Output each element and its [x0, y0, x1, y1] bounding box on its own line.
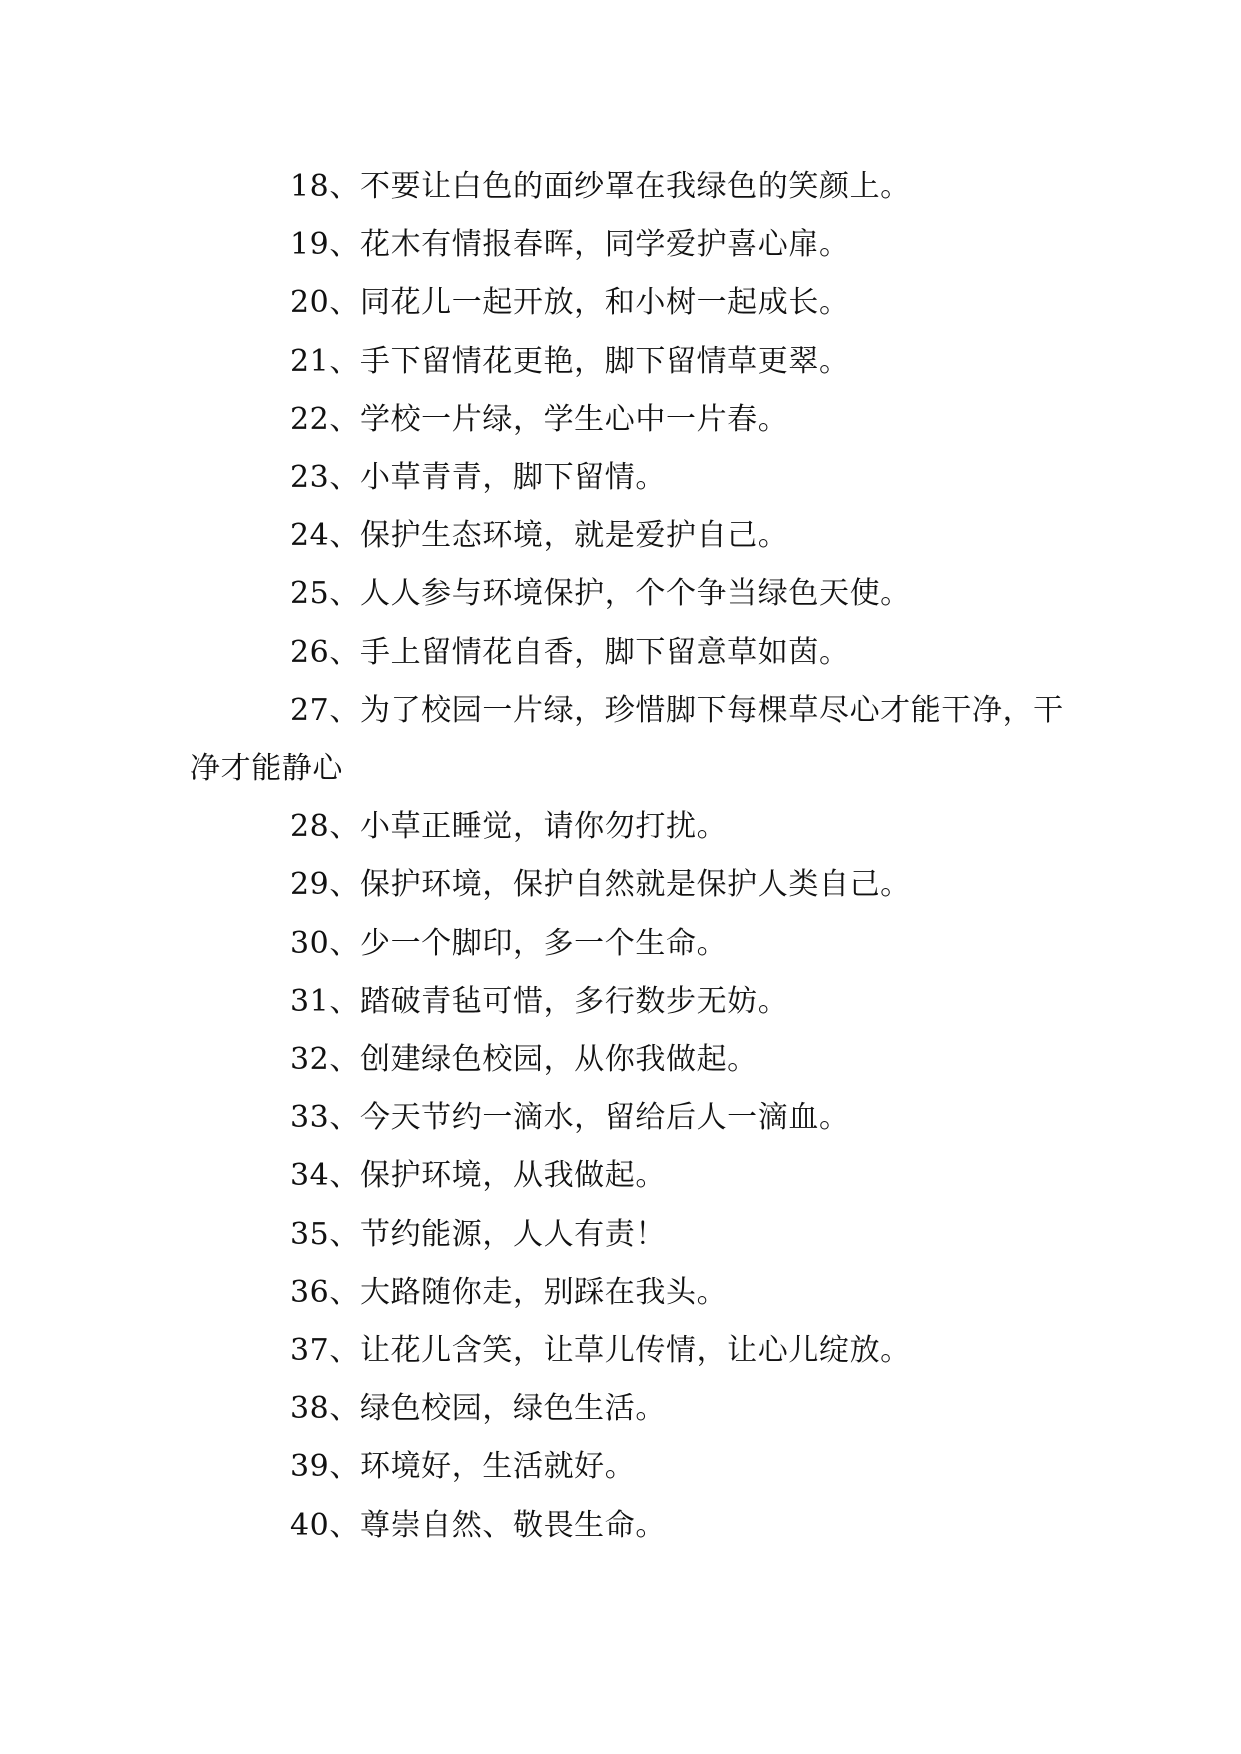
slogan-line: 20、同花儿一起开放，和小树一起成长。 [290, 285, 850, 321]
slogan-line: 28、小草正睡觉，请你勿打扰。 [290, 809, 728, 845]
slogan-line: 19、花木有情报春晖，同学爱护喜心扉。 [290, 227, 850, 263]
slogan-line: 37、让花儿含笑，让草儿传情，让心儿绽放。 [290, 1333, 911, 1369]
slogan-line: 38、绿色校园，绿色生活。 [290, 1391, 666, 1427]
slogan-line: 22、学校一片绿，学生心中一片春。 [290, 401, 789, 437]
slogan-line: 29、保护环境，保护自然就是保护人类自己。 [290, 867, 911, 903]
slogan-line: 25、人人参与环境保护，个个争当绿色天使。 [290, 576, 911, 612]
slogan-line: 31、踏破青毡可惜，多行数步无妨。 [290, 983, 789, 1019]
slogan-line: 21、手下留情花更艳，脚下留情草更翠。 [290, 343, 850, 379]
slogan-line: 33、今天节约一滴水，留给后人一滴血。 [290, 1100, 850, 1136]
slogan-line: 18、不要让白色的面纱罩在我绿色的笑颜上。 [290, 169, 911, 204]
slogan-line: 35、节约能源，人人有责！ [290, 1216, 666, 1252]
slogan-line: 32、创建绿色校园，从你我做起。 [290, 1042, 758, 1078]
slogan-line: 26、手上留情花自香，脚下留意草如茵。 [290, 634, 850, 670]
slogan-list [190, 158, 1070, 1555]
slogan-line: 34、保护环境，从我做起。 [290, 1158, 666, 1194]
slogan-line: 24、保护生态环境，就是爱护自己。 [290, 518, 789, 554]
slogan-line: 39、环境好，生活就好。 [290, 1449, 636, 1485]
slogan-line: 27、为了校园一片绿，珍惜脚下每棵草尽心才能干净，干净才能静心 [190, 692, 1064, 787]
slogan-line: 40、尊崇自然、敬畏生命。 [290, 1507, 666, 1543]
slogan-line: 23、小草青青，脚下留情。 [290, 460, 666, 496]
slogan-line: 30、少一个脚印，多一个生命。 [290, 925, 728, 961]
slogan-line: 36、大路随你走，别踩在我头。 [290, 1274, 728, 1310]
